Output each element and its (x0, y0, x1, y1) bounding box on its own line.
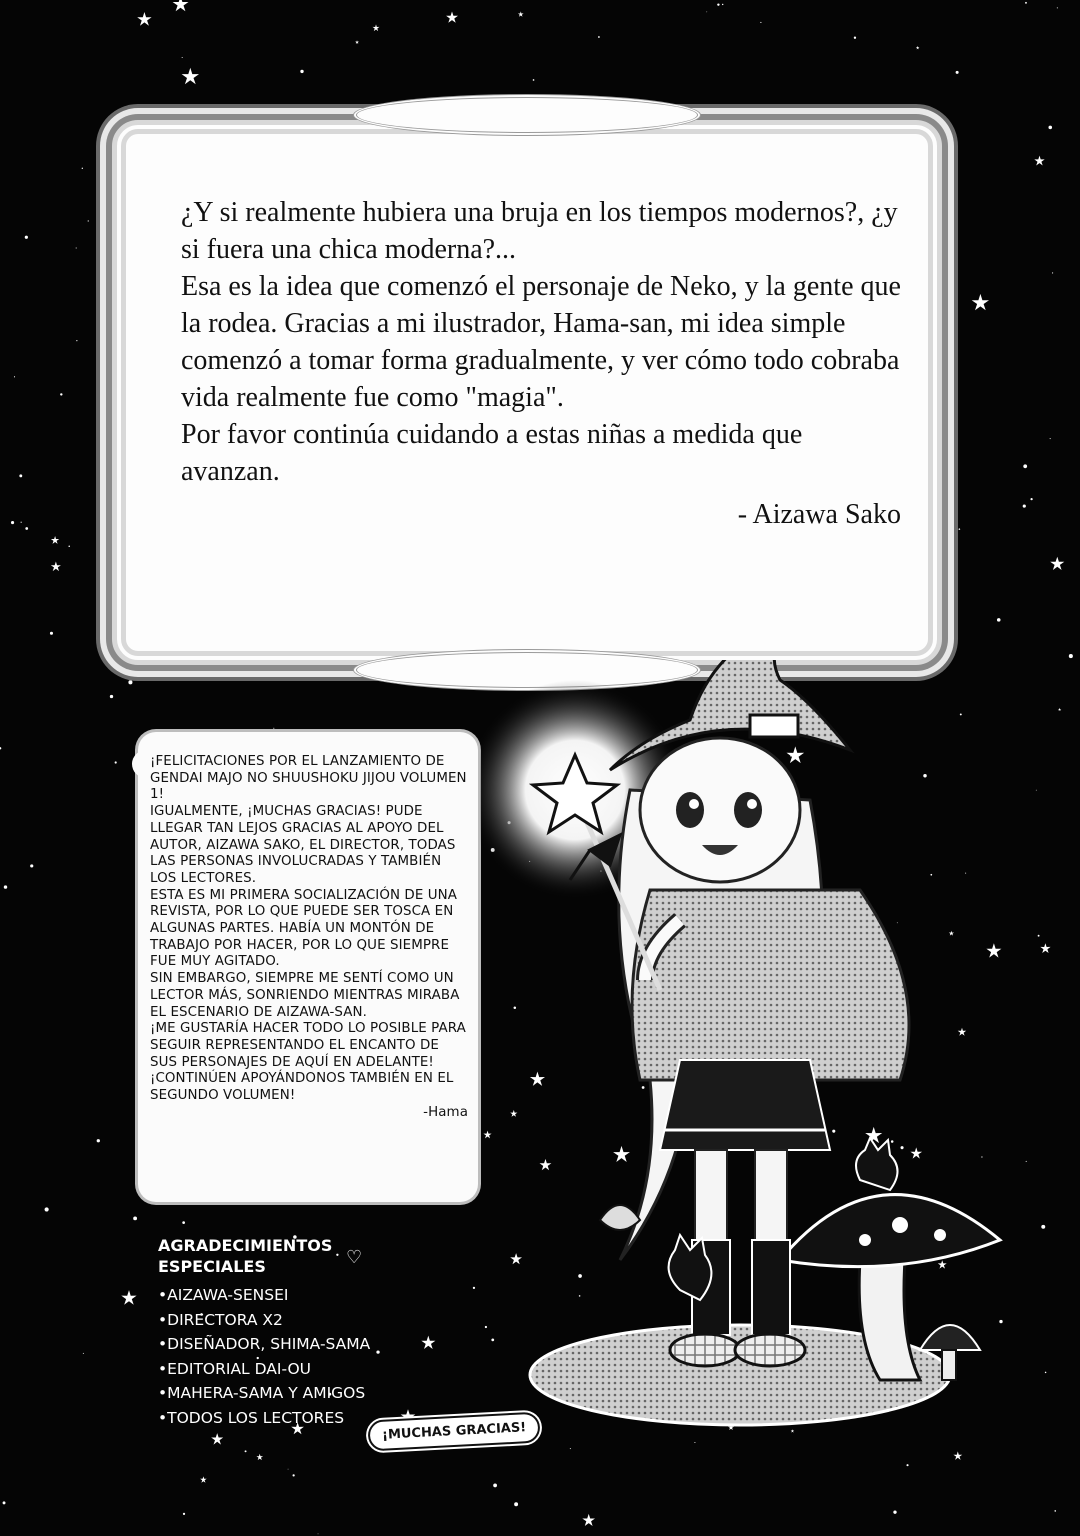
star-dot (45, 1207, 49, 1211)
star-dot (60, 393, 62, 395)
author-note-paragraph: Esa es la idea que comenzó el personaje de Neko, y la gente que la rodea. Gracias a mi ilustrador, Hama-san, mi idea simple comenzó a tomar forma gradualmente, y ver cómo todo cobraba vida realmente fue como "magia". (181, 271, 901, 413)
mushroom-spot (892, 1217, 908, 1233)
star-dot (1023, 464, 1027, 468)
star-icon (1040, 943, 1050, 953)
mushroom-spot (859, 1234, 871, 1246)
star-icon (173, 0, 189, 11)
star-icon (916, 46, 920, 49)
star-dot (14, 376, 15, 377)
star-dot (570, 1448, 571, 1449)
star-dot (1052, 272, 1053, 273)
star-icon (373, 24, 380, 31)
star-dot (82, 168, 83, 169)
star-dot (50, 632, 53, 635)
shoe (670, 1334, 740, 1366)
star-dot (493, 1484, 497, 1488)
star-dot (68, 546, 70, 548)
star-dot (854, 37, 856, 39)
star-icon (582, 1514, 595, 1526)
star-dot (959, 528, 961, 530)
star-dot (128, 680, 132, 684)
star-dot (300, 70, 303, 73)
shoe (735, 1334, 805, 1366)
star-dot (533, 79, 535, 81)
star-dot (1041, 1225, 1045, 1229)
star-dot (288, 1469, 289, 1470)
small-mushroom-stem (942, 1350, 956, 1380)
star-icon (355, 40, 359, 44)
star-dot (717, 3, 719, 5)
star-dot (115, 761, 117, 763)
star-icon (972, 294, 989, 310)
cat-icon (856, 1138, 898, 1190)
illustrator-note-paragraph: ¡FELICITACIONES POR EL LANZAMIENTO DE GENDAI MAJO NO SHUUSHOKU JIJOU VOLUMEN 1! (150, 754, 467, 803)
leaf-icon (600, 1205, 640, 1230)
author-signature: - Aizawa Sako (737, 499, 901, 530)
star-dot (722, 4, 723, 5)
star-dot (133, 1216, 137, 1220)
star-dot (3, 1501, 6, 1504)
special-thanks-title-text: AGRADECIMIENTOS ESPECIALES (158, 1236, 333, 1276)
star-dot (1069, 654, 1073, 658)
star-dot (906, 1464, 908, 1466)
star-dot (182, 1221, 185, 1224)
star-dot (30, 864, 33, 867)
star-dot (694, 1442, 695, 1443)
star-dot (1030, 498, 1032, 500)
star-dot (1048, 126, 1052, 130)
star-dot (21, 522, 22, 523)
list-item: •MAHERA-SAMA Y AMIGOS (158, 1384, 366, 1402)
illustrator-note-paragraph: IGUALMENTE, ¡MUCHAS GRACIAS! PUDE LLEGAR TAN LEJOS GRACIAS AL APOYO DEL AUTOR, AIZAWA SAKO, EL DIRECTOR, TODAS LAS PERSONAS INVOLUCRADAS Y TAMBIÉN LOS LECTORES. (150, 804, 456, 886)
star-icon (1034, 156, 1044, 166)
star-icon (256, 1454, 263, 1460)
eye (676, 792, 704, 828)
star-dot (76, 340, 77, 341)
star-dot (951, 198, 952, 199)
author-note-paragraph: Por favor continúa cuidando a estas niñas a medida que avanzan. (181, 419, 803, 487)
star-dot (83, 1353, 84, 1354)
thanks-badge: ¡MUCHAS GRACIAS! (367, 1412, 541, 1452)
star-dot (293, 1474, 295, 1476)
star-dot (4, 885, 7, 888)
illustrator-note-paragraph: SIN EMBARGO, SIEMPRE ME SENTÍ COMO UN LECTOR MÁS, SONRIENDO MIENTRAS MIRABA EL ESCENARIO DE AIZAWA-SAN. (150, 971, 460, 1020)
heart-icon: ♡ (346, 1247, 363, 1268)
sock (752, 1240, 790, 1335)
illustrator-note-paragraph: ¡CONTINÚEN APOYÁNDONOS TAMBIÉN EN EL SEGUNDO VOLUMEN! (150, 1071, 454, 1104)
special-thanks-list (158, 1283, 478, 1430)
star-dot (103, 324, 106, 327)
list-item: •TODOS LOS LECTORES (158, 1408, 345, 1427)
special-thanks-title (158, 1235, 363, 1277)
star-dot (1023, 505, 1026, 508)
star-icon (137, 12, 151, 26)
list-item: •EDITORIAL DAI-OU (158, 1359, 312, 1378)
star-dot (11, 521, 14, 524)
star-dot (1025, 2, 1027, 4)
list-item: •AIZAWA-SENSEI (158, 1286, 289, 1304)
star-dot (183, 1513, 185, 1515)
star-dot (598, 36, 600, 38)
star-dot (273, 728, 274, 729)
star-dot (760, 22, 761, 23)
star-dot (88, 220, 89, 221)
illustrator-signature: -Hama (423, 1104, 468, 1120)
star-icon (211, 1433, 223, 1445)
star-dot (514, 1502, 518, 1506)
star-icon (1058, 708, 1061, 711)
star-dot (318, 1533, 319, 1534)
star-icon (182, 68, 199, 85)
list-item: •DIRECTORA X2 (158, 1310, 283, 1329)
star-dot (1050, 438, 1051, 439)
special-thanks (158, 1235, 478, 1430)
star-dot (97, 1139, 100, 1142)
star-dot (1054, 1510, 1056, 1512)
star-icon (953, 1451, 962, 1460)
star-dot (709, 116, 711, 118)
star-dot (0, 747, 1, 749)
star-icon (518, 11, 524, 16)
star-dot (1045, 1372, 1047, 1374)
eye (734, 792, 762, 828)
author-note-paragraph: ¿Y si realmente hubiera una bruja en los tiempos modernos?, ¿y si fuera una chica moderna?... (181, 197, 898, 265)
face (640, 738, 800, 882)
star-icon (1050, 557, 1064, 570)
star-dot (1057, 7, 1058, 8)
star-dot (956, 71, 959, 74)
star-dot (76, 248, 77, 249)
eye-shine (689, 799, 699, 809)
frame-ornament-top (353, 94, 701, 136)
star-dot (245, 1450, 247, 1452)
star-icon (446, 12, 458, 23)
mushroom-spot (934, 1229, 946, 1241)
star-dot (706, 11, 707, 12)
illustrator-note-paragraph: ¡ME GUSTARÍA HACER TODO LO POSIBLE PARA SEGUIR REPRESENTANDO EL ENCANTO DE SUS PERSONAJES DE AQUÍ EN ADELANTE! (150, 1021, 466, 1070)
witch-illustration (480, 660, 1040, 1440)
hat-buckle (750, 715, 798, 737)
eye-shine (747, 799, 757, 809)
star-dot (25, 236, 28, 239)
star-icon (51, 562, 61, 572)
illustrator-note-paragraph: ESTA ES MI PRIMERA SOCIALIZACIÓN DE UNA REVISTA, POR LO QUE PUEDE SER TOSCA EN ALGUNAS PARTES. HABÍA UN MONTÓN DE TRABAJO POR HACER, POR LO QUE SIEMPRE FUE MUY AGITADO. (150, 887, 458, 970)
skirt (660, 1060, 830, 1150)
illustrator-note-panel (138, 732, 478, 1202)
mushroom-cap (780, 1195, 1000, 1267)
star-dot (19, 474, 22, 477)
star-dot (893, 1510, 896, 1513)
star-icon (51, 536, 59, 544)
star-dot (110, 695, 113, 698)
list-item: •DISEÑADOR, SHIMA-SAMA (158, 1335, 371, 1353)
star-icon (121, 1290, 136, 1305)
illustrator-note (150, 754, 468, 1121)
star-dot (182, 57, 183, 58)
author-note (181, 194, 901, 533)
star-icon (200, 1476, 207, 1482)
small-mushroom-icon (920, 1325, 980, 1350)
star-dot (997, 618, 1001, 622)
author-note-frame (112, 120, 942, 665)
star-dot (25, 527, 28, 530)
